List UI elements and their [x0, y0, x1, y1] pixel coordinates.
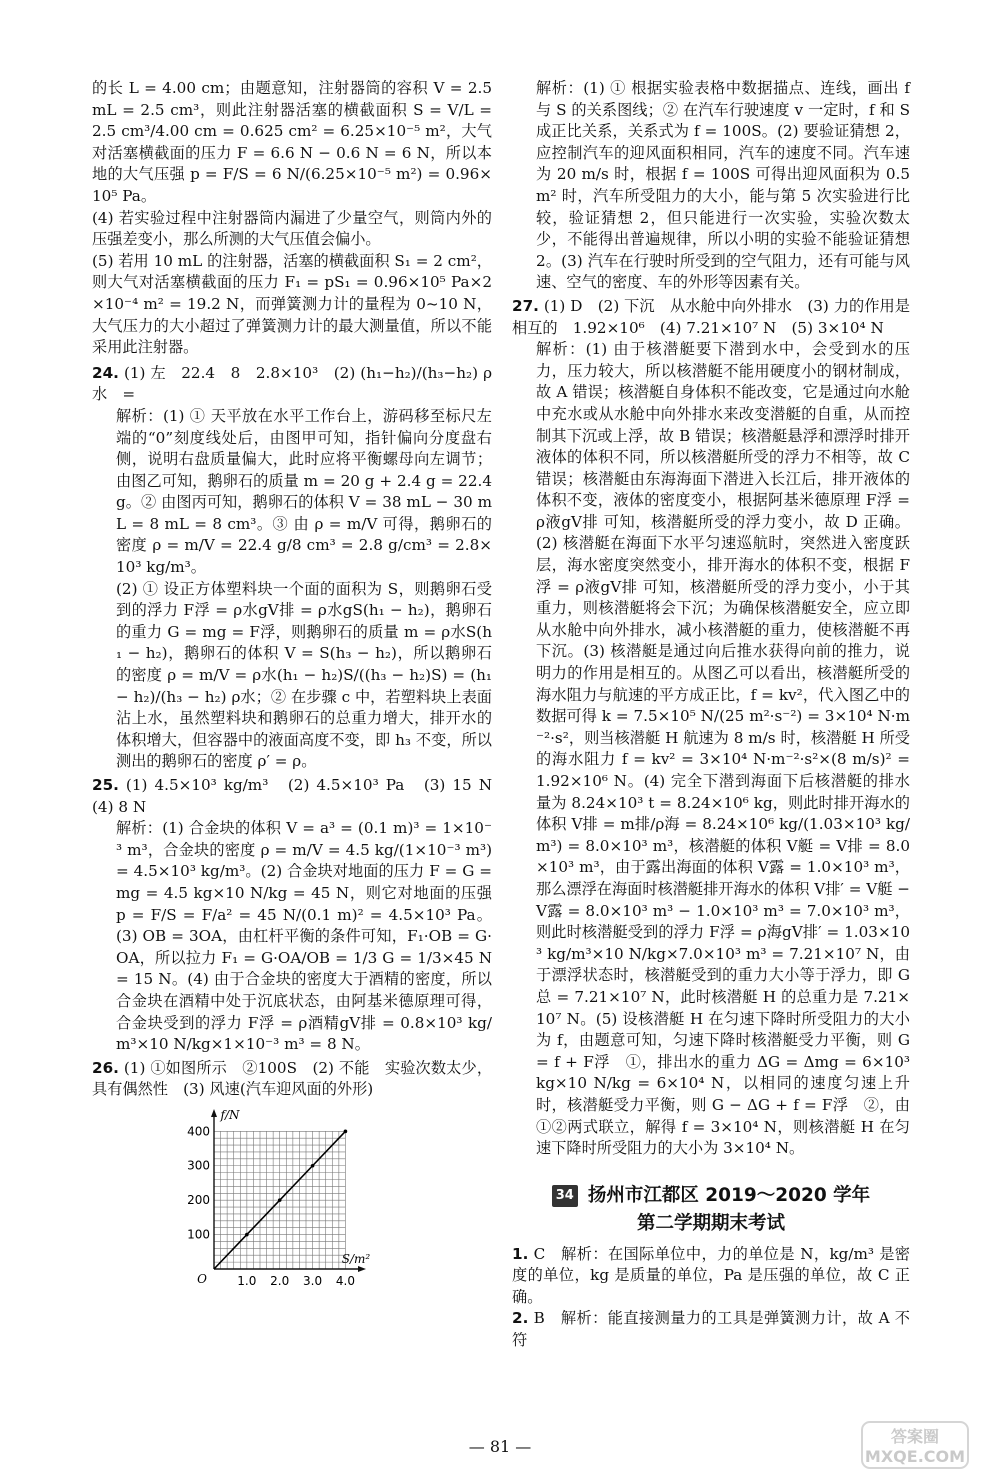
q23-continuation: 的长 L = 4.00 cm；由题意知，注射器筒的容积 V = 2.5 mL = 2.5 cm³，则此注射器活塞的横截面积 S = V/L = 2.5 cm³/4.00 cm = 0.625 cm² = 6.25×10⁻⁵ m²，大气对活塞横截面的压力 F = 6.6 N − 0.6 N = 6 N，所以本地的大气压强 p = F/S = 6 N/(6.25×10⁻⁵ m²) = 0.96×10⁵ Pa。: [92, 79, 492, 205]
f-s-chart-svg: [182, 1107, 372, 1297]
q27-answer: [512, 296, 910, 339]
y-tick-label: 200: [187, 1193, 210, 1208]
section-heading-line-1: [512, 1182, 910, 1210]
x-tick-label: 3.0: [303, 1273, 323, 1288]
q27-explanation: 解析：(1) 由于核潜艇要下潜到水中，会受到水的压力，压力较大，所以核潜艇不能用硬度小的钢材制成，故 A 错误；核潜艇自身体积不能改变，它是通过向水舱中充水或从水舱中向外排水来改变潜艇的自重，从而控制其下沉或上浮，故 B 错误；核潜艇悬浮和漂浮时排开液体的体积不同，所以核潜艇所受的浮力不相等，故 C 错误；核潜艇由东海海面下潜进入长江后，排开液体的体积不变，液体的密度变小，根据阿基米德原理 F浮 = ρ液gV排 可知，核潜艇所受的浮力变小，故 D 正确。(2) 核潜艇在海面下水平匀速巡航时，突然进入密度跃层，海水密度突然变小，排开海水的体积不变，根据 F浮 = ρ液gV排 可知，核潜艇所受的浮力变小，小于其重力，则核潜艇将会下沉；为确保核潜艇安全，应立即从水舱中向外排水，减小核潜艇的重力，使核潜艇不再下沉。(3) 核潜艇是通过向后推水获得向前的推力，说明力的作用是相互的。从图乙可以看出，核潜艇所受的海水阻力与航速的平方成正比，f = kv²，代入图乙中的数据可得 k = 7.5×10⁵ N/(25 m²·s⁻²) = 3×10⁴ N·m⁻²·s²，则当核潜艇 H 航速为 8 m/s 时，核潜艇 H 所受的海水阻力 f = kv² = 3×10⁴ N·m⁻²·s²×(8 m/s)² = 1.92×10⁶ N。(4) 完全下潜到海面下后核潜艇的排水量为 8.24×10³ t = 8.24×10⁶ kg，则此时排开海水的体积 V排 = m排/ρ海 = 8.24×10⁶ kg/(1.03×10³ kg/m³) = 8.0×10³ m³，核潜艇的体积 V艇 = V排 = 8.0×10³ m³，由于露出海面的体积 V露 = 1.0×10³ m³，那么漂浮在海面时核潜艇排开海水的体积 V排′ = V艇 − V露 = 8.0×10³ m³ − 1.0×10³ m³ = 7.0×10³ m³，则此时核潜艇受到的浮力 F浮 = ρ海gV排′ = 1.03×10³ kg/m³×10 N/kg×7.0×10³ m³ = 7.21×10⁷ N，由于漂浮状态时，核潜艇受到的重力大小等于浮力，即 G总 = 7.21×10⁷ N，此时核潜艇 H 的总重力是 7.21×10⁷ N。(5) 设核潜艇 H 在匀速下降时所受阻力的大小为 f，由题意可知，匀速下降时核潜艇受力平衡，则 G = f + F浮 ①，排出水的重力 ΔG = Δmg = 6×10³ kg×10 N/kg = 6×10⁴ N，以相同的速度匀速上升时，核潜艇受力平衡，则 G − ΔG + f = F浮 ②，由①②两式联立，解得 f = 3×10⁴ N，则核潜艇 H 在匀速下降时所受阻力的大小为 3×10⁴ N。: [536, 340, 910, 1158]
left-column: [92, 78, 508, 1297]
y-axis-label: f/N: [220, 1107, 240, 1122]
watermark-logo: [860, 1420, 970, 1470]
origin-label: O: [197, 1271, 207, 1286]
q24-explanation-1: 解析：(1) ① 天平放在水平工作台上，游码移至标尺左端的“0”刻度线处后，由图甲可知，指针偏向分度盘右侧，说明右盘质量偏大，此时应将平衡螺母向左调节；由图乙可知，鹅卵石的质量 m = 20 g + 2.4 g = 22.4 g。② 由图丙可知，鹅卵石的体积 V = 38 mL − 30 mL = 8 mL = 8 cm³。③ 由 ρ = m/V 可得，鹅卵石的密度 ρ = m/V = 22.4 g/8 cm³ = 2.8 g/cm³ = 2.8×10³ kg/m³。: [116, 406, 492, 577]
q26-answer: [92, 1058, 492, 1101]
q24-answer-text: (1) 左 22.4 8 2.8×10³ (2) (h₁−h₂)/(h₃−h₂) ρ水 =: [92, 363, 492, 404]
q23-part5: (5) 若用 10 mL 的注射器，活塞的横截面积 S₁ = 2 cm²，则大气对活塞横截面的压力 F₁ = pS₁ = 0.96×10⁵ Pa×2×10⁻⁴ m² = 19.2 N，而弹簧测力计的量程为 0~10 N，大气压力的大小超过了弹簧测力计的最大测量值，所以不能采用此注射器。: [92, 251, 492, 357]
svg-text:MXQE.COM: MXQE.COM: [864, 1447, 966, 1466]
q23-part4: (4) 若实验过程中注射器筒内漏进了少量空气，则筒内外的压强差变小，那么所测的大气压值会偏小。: [92, 208, 492, 249]
q27-number: 27.: [512, 296, 539, 315]
section-title-1: 扬州市江都区 2019～2020 学年: [587, 1184, 871, 1206]
x-tick-label: 1.0: [237, 1273, 257, 1288]
q25-number: 25.: [92, 776, 119, 794]
q27-answer-text: (1) D (2) 下沉 从水舱中向外排水 (3) 力的作用是相互的 1.92×10⁶ (4) 7.21×10⁷ N (5) 3×10⁴ N: [512, 296, 910, 337]
q26-explanation: 解析：(1) ① 根据实验表格中数据描点、连线，画出 f 与 S 的关系图线；② 在汽车行驶速度 v 一定时，f 和 S 成正比关系，关系式为 f = 100S。(2) 要验证猜想 2，应控制汽车的迎风面积相同，汽车的速度不同。汽车速为 20 m/s 时，根据 f = 100S 可得出迎风面积为 0.5 m² 时，汽车所受阻力的大小，能与第 5 次实验进行比较，验证猜想 2，但只能进行一次实验，实验次数太少，不能得出普遍规律，所以小明的实验不能验证猜想 2。(3) 汽车在行驶时所受到的空气阻力，还有可能与风速、空气的密度、车的外形等因素有关。: [536, 79, 910, 292]
s2-answer: [512, 1308, 910, 1351]
s2-number: 2.: [512, 1309, 529, 1328]
page-number: — 81 —: [468, 1437, 532, 1456]
y-tick-label: 100: [187, 1227, 210, 1242]
q25-explanation: 解析：(1) 合金块的体积 V = a³ = (0.1 m)³ = 1×10⁻³ m³，合金块的密度 ρ = m/V = 4.5 kg/(1×10⁻³ m³) = 4.5×10³ kg/m³。(2) 合金块对地面的压力 F = G = mg = 4.5 kg×10 N/kg = 45 N，则它对地面的压强 p = F/S = F/a² = 45 N/(0.1 m)² = 4.5×10³ Pa。(3) OB = 3OA，由杠杆平衡的条件可知，F₁·OB = G·OA，所以拉力 F₁ = G·OA/OB = 1/3 G = 1/3×45 N = 15 N。(4) 由于合金块的密度大于酒精的密度，所以合金块在酒精中处于沉底状态，由阿基米德原理可得，合金块受到的浮力 F浮 = ρ酒精gV排 = 0.8×10³ kg/m³×10 N/kg×1×10⁻³ m³ = 8 N。: [116, 819, 492, 1054]
s1-answer: [512, 1244, 910, 1309]
data-point: [344, 1129, 348, 1133]
x-tick-label: 2.0: [270, 1273, 290, 1288]
section-badge: 34: [552, 1185, 578, 1207]
s2-text: B 解析：能直接测量力的工具是弹簧测力计，故 A 不符: [512, 1309, 910, 1350]
q26-answer-text: (1) ①如图所示 ②100S (2) 不能 实验次数太少，具有偶然性 (3) 风速(汽车迎风面的外形): [92, 1058, 493, 1099]
s1-number: 1.: [512, 1244, 529, 1263]
x-tick-label: 4.0: [335, 1273, 355, 1288]
q24-answer: [92, 363, 492, 406]
section-heading: [512, 1182, 910, 1238]
data-point: [311, 1164, 315, 1168]
right-column: [512, 78, 910, 1352]
q25-answer-text: (1) 4.5×10³ kg/m³ (2) 4.5×10³ Pa (3) 15 N (4) 8 N: [92, 776, 508, 816]
y-tick-label: 400: [187, 1124, 210, 1139]
f-s-chart: [182, 1107, 372, 1297]
x-axis-arrow: [358, 1266, 366, 1272]
data-point: [278, 1198, 282, 1202]
section-title-2: 第二学期期末考试: [636, 1212, 785, 1234]
watermark-text: 答案圈: [890, 1427, 940, 1446]
y-tick-label: 300: [187, 1158, 210, 1173]
x-axis-label: S/m²: [341, 1251, 371, 1266]
y-axis-arrow: [211, 1109, 217, 1117]
q25-answer: [92, 775, 508, 818]
q26-number: 26.: [92, 1058, 119, 1077]
q24-explanation-2: (2) ① 设正方体塑料块一个面的面积为 S，则鹅卵石受到的浮力 F浮 = ρ水gV排 = ρ水gS(h₁ − h₂)，鹅卵石的重力 G = mg = F浮，则鹅卵石的质量 m = ρ水S(h₁ − h₂)，鹅卵石的体积 V = S(h₃ − h₂)，所以鹅卵石的密度 ρ = m/V = ρ水(h₁ − h₂)S/((h₃ − h₂)S) = (h₁ − h₂)/(h₃ − h₂) ρ水；② 在步骤 c 中，若塑料块上表面沾上水，虽然塑料块和鹅卵石的总重力增大，排开水的体积增大，但容器中的液面高度不变，即 h₃ 不变，所以测出的鹅卵石的密度 ρ′ = ρ。: [116, 579, 492, 771]
s1-text: C 解析：在国际单位中，力的单位是 N，kg/m³ 是密度的单位，kg 是质量的单位，Pa 是压强的单位，故 C 正确。: [512, 1244, 910, 1306]
data-point: [245, 1233, 249, 1237]
q24-number: 24.: [92, 363, 119, 382]
